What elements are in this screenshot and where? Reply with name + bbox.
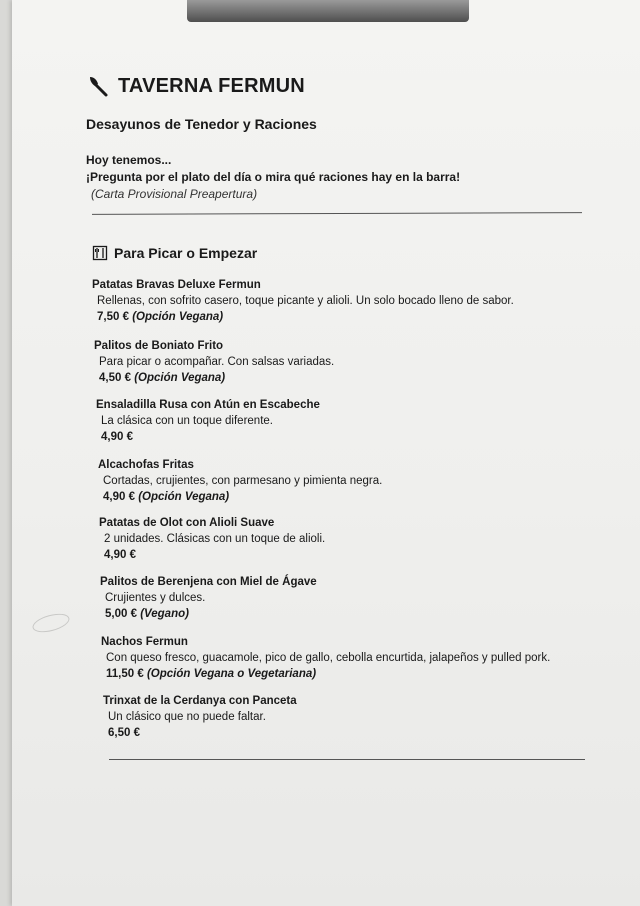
item-desc: Con queso fresco, guacamole, pico de gallo, cebolla encurtida, jalapeños y pulled pork. bbox=[106, 652, 551, 664]
item-desc: Un clásico que no puede faltar. bbox=[108, 711, 266, 723]
item-name: Patatas de Olot con Alioli Suave bbox=[99, 517, 275, 529]
menu-item bbox=[96, 397, 320, 445]
item-tag: (Opción Vegana) bbox=[134, 372, 226, 384]
menu-item bbox=[99, 515, 325, 563]
item-tag: (Opción Vegana) bbox=[138, 491, 230, 503]
item-price-row bbox=[96, 429, 320, 445]
restaurant-title: TAVERNA FERMUN bbox=[118, 74, 305, 97]
item-price-row bbox=[103, 725, 297, 741]
item-price-row bbox=[101, 666, 550, 682]
item-price: 6,50 € bbox=[108, 727, 140, 739]
item-tag: (Vegano) bbox=[140, 608, 189, 620]
menu-header bbox=[86, 74, 305, 98]
item-name: Ensaladilla Rusa con Atún en Escabeche bbox=[96, 399, 320, 411]
menu-item bbox=[103, 693, 297, 741]
item-name: Patatas Bravas Deluxe Fermun bbox=[92, 279, 261, 291]
menu-item bbox=[101, 634, 550, 682]
item-name: Palitos de Boniato Frito bbox=[94, 340, 224, 352]
item-desc: Para picar o acompañar. Con salsas variadas. bbox=[99, 356, 335, 368]
knife-icon bbox=[86, 74, 110, 98]
item-name: Palitos de Berenjena con Miel de Ágave bbox=[100, 576, 317, 588]
menu-subtitle: Desayunos de Tenedor y Raciones bbox=[86, 116, 317, 132]
item-price-row bbox=[98, 489, 382, 505]
item-price-row bbox=[100, 606, 317, 622]
item-name: Nachos Fermun bbox=[101, 636, 188, 648]
item-desc: Rellenas, con sofrito casero, toque picante y alioli. Un solo bocado lleno de sabor. bbox=[97, 295, 514, 307]
item-price-row bbox=[94, 370, 334, 386]
menu-item bbox=[94, 338, 334, 386]
intro-line-1: Hoy tenemos... bbox=[86, 153, 172, 167]
menu-paper bbox=[12, 0, 640, 906]
item-desc: Crujientes y dulces. bbox=[105, 592, 206, 604]
item-price: 5,00 € bbox=[105, 608, 137, 620]
item-desc: Cortadas, crujientes, con parmesano y pimienta negra. bbox=[103, 475, 383, 487]
item-price: 4,50 € bbox=[99, 372, 131, 384]
item-price: 4,90 € bbox=[104, 549, 136, 561]
item-tag: (Opción Vegana o Vegetariana) bbox=[146, 668, 317, 680]
item-desc: 2 unidades. Clásicas con un toque de alioli. bbox=[104, 533, 326, 545]
divider-bottom bbox=[109, 759, 585, 760]
item-price: 4,90 € bbox=[103, 491, 135, 503]
section-title: Para Picar o Empezar bbox=[114, 245, 258, 261]
item-tag: (Opción Vegana) bbox=[132, 311, 224, 323]
item-desc: La clásica con un toque diferente. bbox=[101, 415, 273, 427]
item-price-row bbox=[99, 547, 325, 563]
intro-line-2: ¡Pregunta por el plato del día o mira qué raciones hay en la barra! bbox=[86, 170, 461, 184]
item-name: Trinxat de la Cerdanya con Panceta bbox=[103, 695, 297, 707]
item-price: 4,90 € bbox=[101, 431, 133, 443]
cutlery-icon bbox=[92, 245, 108, 261]
item-price: 11,50 € bbox=[106, 668, 144, 680]
menu-item bbox=[100, 574, 317, 622]
item-name: Alcachofas Fritas bbox=[98, 459, 194, 471]
clipboard-clip bbox=[187, 0, 469, 22]
intro-block bbox=[86, 152, 460, 203]
item-price: 7,50 € bbox=[97, 311, 129, 323]
section-header bbox=[92, 245, 257, 261]
menu-item bbox=[98, 457, 382, 505]
item-price-row bbox=[92, 309, 514, 325]
intro-note: (Carta Provisional Preapertura) bbox=[91, 187, 258, 201]
divider-top bbox=[92, 212, 582, 215]
menu-item bbox=[92, 277, 514, 325]
